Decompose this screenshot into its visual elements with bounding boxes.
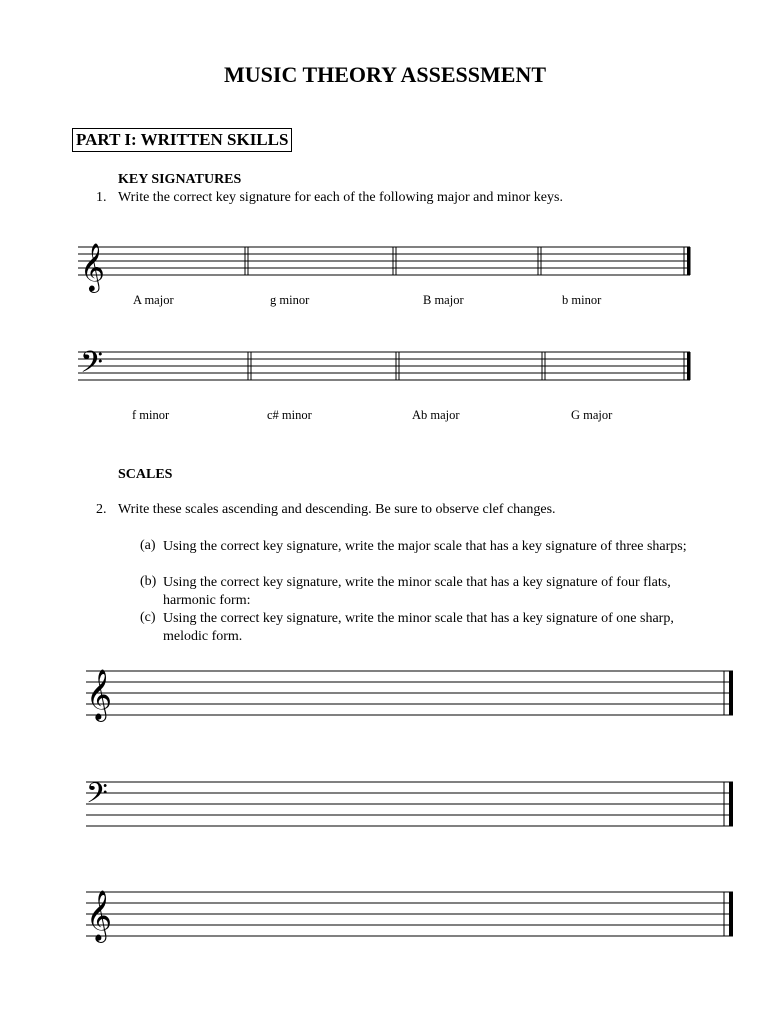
page-title: MUSIC THEORY ASSESSMENT: [224, 62, 546, 87]
key-label: G major: [571, 408, 613, 422]
bass-staff-scale-b[interactable]: [86, 782, 733, 826]
bass-clef-icon: 𝄢: [86, 777, 108, 817]
question-2-number: 2.: [96, 502, 107, 517]
key-label: c# minor: [267, 408, 312, 422]
item-b-text: Using the correct key signature, write the minor scale that has a key signature of four flats, harmonic form:: [163, 575, 671, 608]
question-2-text: Write these scales ascending and descending. Be sure to observe clef changes.: [118, 502, 556, 517]
question-1-text: Write the correct key signature for each of the following major and minor keys.: [118, 190, 563, 205]
item-a-text: Using the correct key signature, write the major scale that has a key signature of three sharps;: [163, 539, 687, 554]
bass-staff-key-signatures[interactable]: [78, 352, 691, 380]
item-c-text: Using the correct key signature, write the minor scale that has a key signature of one sharp, melodic form.: [163, 611, 674, 644]
key-label: b minor: [562, 293, 602, 307]
key-label: f minor: [132, 408, 170, 422]
key-label: A major: [133, 293, 174, 307]
treble-staff-scale-a[interactable]: [86, 671, 733, 715]
treble-clef-icon: 𝄞: [86, 669, 113, 720]
bass-clef-icon: 𝄢: [80, 346, 104, 387]
treble-clef-icon: 𝄞: [86, 890, 113, 941]
treble-staff-scale-c[interactable]: [86, 892, 733, 936]
part-heading: PART I: WRITTEN SKILLS: [72, 128, 292, 152]
item-b-marker: (b): [140, 574, 157, 589]
treble-staff-key-signatures[interactable]: [78, 247, 691, 275]
key-label: Ab major: [412, 408, 460, 422]
key-label: g minor: [270, 293, 310, 307]
item-a-marker: (a): [140, 538, 156, 553]
key-signatures-heading: KEY SIGNATURES: [118, 172, 242, 187]
item-c-marker: (c): [140, 610, 156, 625]
scales-heading: SCALES: [118, 467, 173, 482]
treble-clef-icon: 𝄞: [80, 242, 105, 291]
key-label: B major: [423, 293, 464, 307]
question-1-number: 1.: [96, 190, 107, 205]
